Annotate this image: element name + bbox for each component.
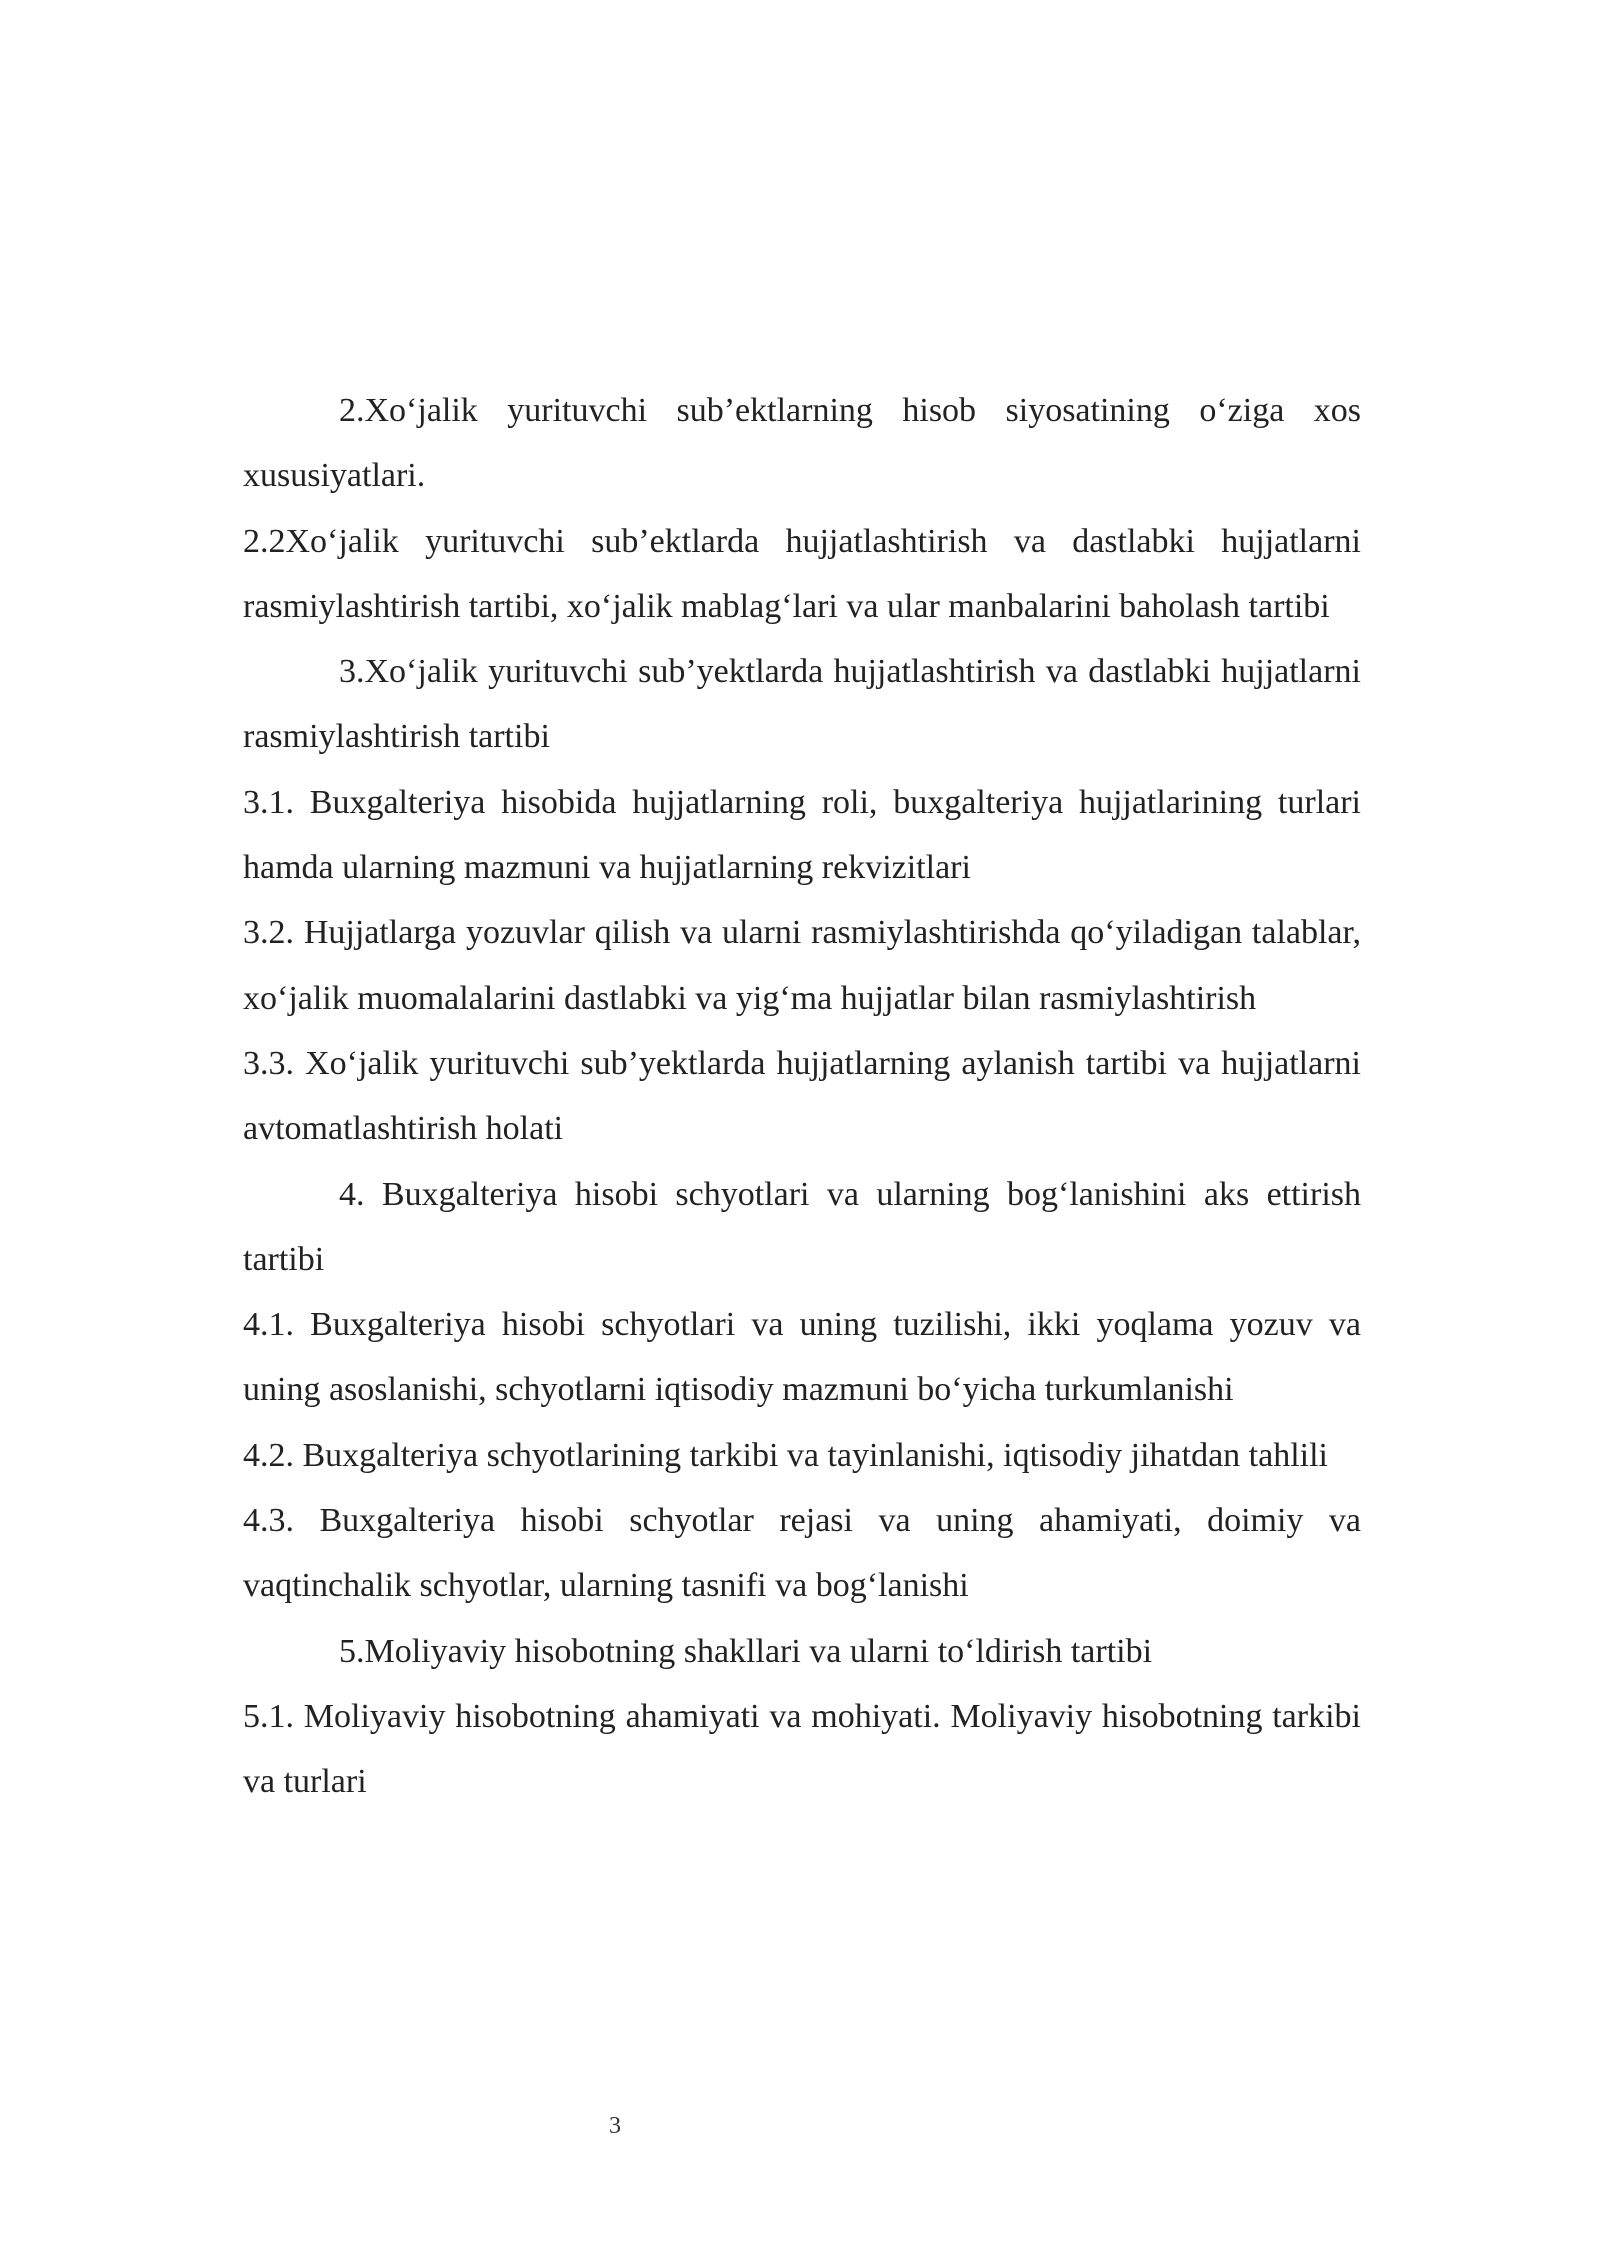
- page-number: 3: [609, 2113, 621, 2139]
- subsection-2-2: 2.2Xo‘jalik yurituvchi sub’ektlarda hujjatlashtirish va dastlabki hujjatlarni rasmiylashtirish tartibi, xo‘jalik mablag‘lari va ular manbalarini baholash tartibi: [243, 522, 1361, 625]
- subsection-4-3: 4.3. Buxgalteriya hisobi schyotlar rejasi va uning ahamiyati, doimiy va vaqtinchalik schyotlar, ularning tasnifi va bog‘lanishi: [243, 1502, 1361, 1605]
- section-heading-4: 4. Buxgalteriya hisobi schyotlari va ularning bog‘lanishini aks ettirish tartibi: [243, 1175, 1361, 1278]
- subsection-4-2: 4.2. Buxgalteriya schyotlarining tarkibi va tayinlanishi, iqtisodiy jihatdan tahlili: [243, 1436, 1328, 1474]
- section-heading-5: 5.Moliyaviy hisobotning shakllari va ularni to‘ldirish tartibi: [339, 1632, 1153, 1670]
- subsection-4-1: 4.1. Buxgalteriya hisobi schyotlari va uning tuzilishi, ikki yoqlama yozuv va uning asoslanishi, schyotlarni iqtisodiy mazmuni bo‘yicha turkumlanishi: [243, 1306, 1361, 1409]
- subsection-5-1: 5.1. Moliyaviy hisobotning ahamiyati va mohiyati. Moliyaviy hisobotning tarkibi va turlari: [243, 1697, 1361, 1801]
- page-body: [243, 378, 1361, 1815]
- subsection-3-1: 3.1. Buxgalteriya hisobida hujjatlarning roli, buxgalteriya hujjatlarining turlari hamda ularning mazmuni va hujjatlarning rekvizitlari: [243, 783, 1361, 887]
- section-heading-3: 3.Xo‘jalik yurituvchi sub’yektlarda hujjatlashtirish va dastlabki hujjatlarni rasmiylashtirish tartibi: [243, 653, 1361, 756]
- subsection-3-3: 3.3. Xo‘jalik yurituvchi sub’yektlarda hujjatlarning aylanish tartibi va hujjatlarni avtomatlashtirish holati: [243, 1044, 1361, 1148]
- section-heading-2: 2.Xo‘jalik yurituvchi sub’ektlarning hisob siyosatining o‘ziga xos xususiyatlari.: [243, 392, 1361, 495]
- subsection-3-2: 3.2. Hujjatlarga yozuvlar qilish va ularni rasmiylashtirishda qo‘yiladigan talablar, xo‘jalik muomalalarini dastlabki va yig‘ma hujjatlar bilan rasmiylashtirish: [243, 914, 1361, 1017]
